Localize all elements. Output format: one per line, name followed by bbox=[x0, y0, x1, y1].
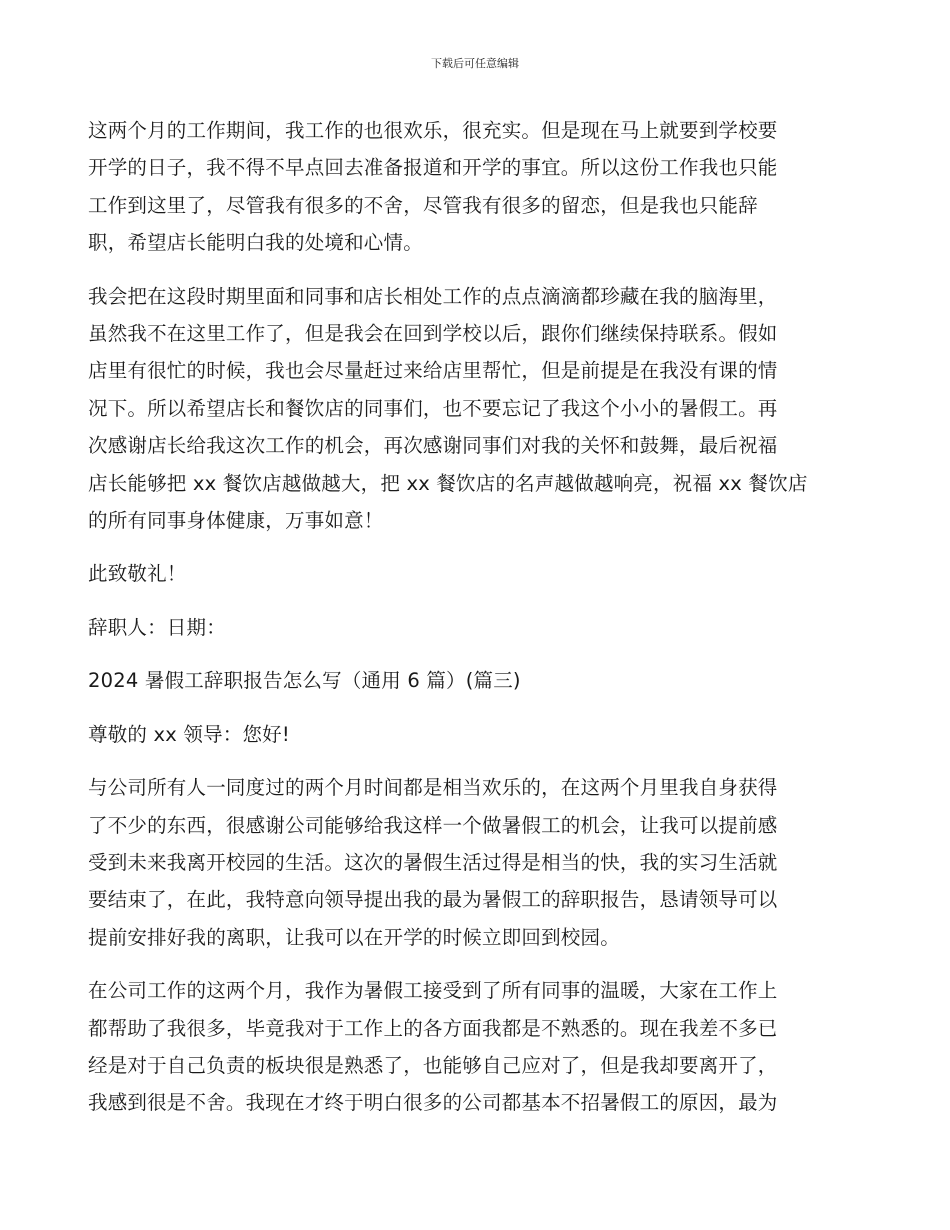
text-line: 工作到这里了，尽管我有很多的不舍，尽管我有很多的留恋，但是我也只能辞 bbox=[88, 193, 758, 217]
text-line: 要结束了，在此，我特意向领导提出我的最为暑假工的辞职报告，恳请领导可以 bbox=[88, 888, 778, 912]
text-line: 虽然我不在这里工作了，但是我会在回到学校以后，跟你们继续保持联系。假如 bbox=[88, 322, 778, 346]
text-line: 次感谢店长给我这次工作的机会，再次感谢同事们对我的关怀和鼓舞，最后祝福 bbox=[88, 434, 778, 458]
text-line: 开学的日子，我不得不早点回去准备报道和开学的事宜。所以这份工作我也只能 bbox=[88, 156, 778, 180]
text-line: 受到未来我离开校园的生活。这次的暑假生活过得是相当的快，我的实习生活就 bbox=[88, 850, 778, 874]
greeting-line bbox=[88, 716, 863, 753]
closing-salutation bbox=[88, 555, 863, 592]
text-line: 店里有很忙的时候，我也会尽量赶过来给店里帮忙，但是前提是在我没有课的情 bbox=[88, 359, 778, 383]
paragraph-2 bbox=[88, 278, 863, 540]
text-line: 职，希望店长能明白我的处境和心情。 bbox=[88, 231, 423, 255]
text-line: 经是对于自己负责的板块很是熟悉了，也能够自己应对了，但是我却要离开了， bbox=[88, 1053, 778, 1077]
text-line: 此致敬礼！ bbox=[88, 562, 187, 586]
text-line: 都帮助了我很多，毕竟我对于工作上的各方面我都是不熟悉的。现在我差不多已 bbox=[88, 1016, 778, 1040]
text-line: 与公司所有人一同度过的两个月时间都是相当欢乐的，在这两个月里我自身获得 bbox=[88, 776, 778, 800]
text-line: 尊敬的 xx 领导：您好! bbox=[88, 722, 290, 746]
text-line: 这两个月的工作期间，我工作的也很欢乐，很充实。但是现在马上就要到学校要 bbox=[88, 119, 778, 142]
text-line: 在公司工作的这两个月，我作为暑假工接受到了所有同事的温暖，大家在工作上 bbox=[88, 979, 778, 1003]
section-heading bbox=[88, 662, 863, 699]
text-line: 2024 暑假工辞职报告怎么写（通用 6 篇）(篇三) bbox=[88, 669, 521, 693]
text-line: 辞职人：日期： bbox=[88, 615, 226, 639]
text-line: 店长能够把 xx 餐饮店越做越大，把 xx 餐饮店的名声越做越响亮，祝福 xx 餐饮店 bbox=[88, 471, 808, 495]
paragraph-4 bbox=[88, 972, 863, 1122]
text-line: 我会把在这段时期里面和同事和店长相处工作的点点滴滴都珍藏在我的脑海里， bbox=[88, 284, 778, 308]
text-line: 了不少的东西，很感谢公司能够给我这样一个做暑假工的机会，让我可以提前感 bbox=[88, 813, 778, 837]
text-line: 的所有同事身体健康，万事如意！ bbox=[88, 509, 384, 533]
text-line: 提前安排好我的离职，让我可以在开学的时候立即回到校园。 bbox=[88, 925, 620, 949]
signature-line bbox=[88, 609, 863, 646]
page-header-note: 下载后可任意编辑 bbox=[431, 57, 519, 70]
text-line: 我感到很是不舍。我现在才终于明白很多的公司都基本不招暑假工的原因，最为 bbox=[88, 1091, 778, 1115]
paragraph-1 bbox=[88, 112, 863, 262]
paragraph-3 bbox=[88, 769, 863, 956]
text-line: 况下。所以希望店长和餐饮店的同事们，也不要忘记了我这个小小的暑假工。再 bbox=[88, 396, 778, 420]
document-body bbox=[88, 112, 863, 1138]
